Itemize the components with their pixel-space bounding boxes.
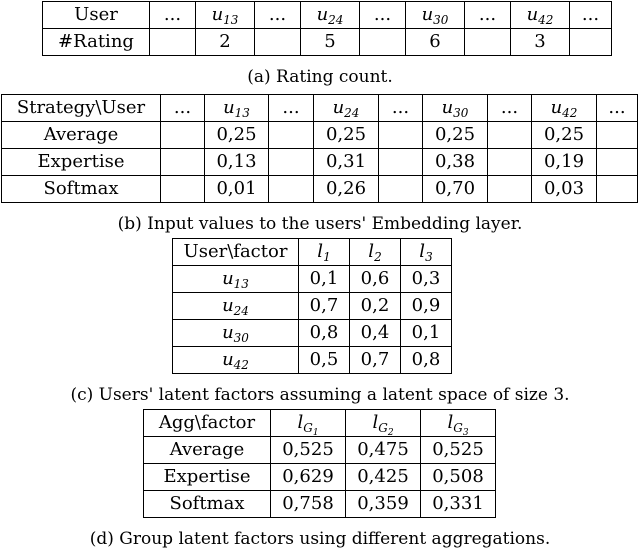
table-cell: 0,758 [271,491,346,518]
table-cell: 0,9 [401,293,452,320]
header-cell: ... [269,95,314,122]
table-cell [379,176,423,203]
table-row [144,491,496,518]
table-cell: 0,7 [299,293,350,320]
table-cell: 0,03 [532,176,597,203]
table-row [173,293,452,320]
table-cell: 0,19 [532,149,597,176]
table-row [2,176,638,203]
table-cell [269,176,314,203]
table-cell: 0,525 [421,437,496,464]
table-row [144,464,496,491]
table-cell [161,176,205,203]
caption-a: (a) Rating count. [247,67,393,87]
row-label: Expertise [2,149,161,176]
group-latent-factors-table [143,409,496,518]
table-cell: #Rating [43,29,150,56]
header-cell: $l_{G_3}$ [421,410,496,437]
caption-d: (d) Group latent factors using different aggregations. [89,529,551,549]
table-cell [379,122,423,149]
table-cell: 0,70 [423,176,488,203]
row-label: Average [2,122,161,149]
rating-count-table [42,1,612,56]
table-cell: 0,425 [346,464,421,491]
table-cell [488,122,532,149]
table-cell [161,149,205,176]
table-row [173,320,452,347]
table-header-row [173,239,452,266]
table-cell: 0,26 [314,176,379,203]
caption-c: (c) Users' latent factors assuming a latent space of size 3. [70,385,570,405]
table-cell: 0,8 [401,347,452,374]
row-label: Expertise [144,464,271,491]
table-row [2,122,638,149]
embedding-input-table [1,94,638,203]
row-label: $u_{13}$ [173,266,299,293]
table-cell: 0,25 [205,122,269,149]
row-label: Softmax [144,491,271,518]
header-cell: ... [488,95,532,122]
table-cell: 0,7 [350,347,401,374]
table-header-row [2,95,638,122]
table-cell [488,149,532,176]
table-cell: 0,25 [423,122,488,149]
table-cell: 0,5 [299,347,350,374]
header-cell: Agg\factor [144,410,271,437]
table-cell: 5 [301,29,360,56]
table-cell: 0,3 [401,266,452,293]
table-cell [150,29,196,56]
table-row [173,266,452,293]
row-label: Average [144,437,271,464]
header-cell: Strategy\User [2,95,161,122]
header-cell: $u_{30}$ [406,2,465,29]
table-cell: 0,01 [205,176,269,203]
table-cell: 0,25 [532,122,597,149]
header-cell: ... [570,2,612,29]
table-cell: 0,359 [346,491,421,518]
header-cell: ... [360,2,406,29]
table-cell [597,176,638,203]
table-cell: 0,1 [401,320,452,347]
header-cell: User [43,2,150,29]
table-cell [488,176,532,203]
header-cell: $u_{24}$ [314,95,379,122]
header-cell: $l_3$ [401,239,452,266]
header-cell: $l_1$ [299,239,350,266]
table-cell: 0,8 [299,320,350,347]
table-cell [269,149,314,176]
table-row [173,347,452,374]
user-latent-factors-table [172,238,452,374]
row-label: $u_{42}$ [173,347,299,374]
table-cell: 0,6 [350,266,401,293]
table-cell: 0,31 [314,149,379,176]
caption-b: (b) Input values to the users' Embedding layer. [117,214,523,234]
header-cell: $l_2$ [350,239,401,266]
header-cell: $u_{30}$ [423,95,488,122]
table-cell: 0,1 [299,266,350,293]
header-cell: $u_{13}$ [205,95,269,122]
table-row [144,437,496,464]
header-cell: ... [255,2,301,29]
header-cell: User\factor [173,239,299,266]
table-cell: 0,525 [271,437,346,464]
table-cell: 0,25 [314,122,379,149]
table-cell [597,149,638,176]
table-cell: 6 [406,29,465,56]
table-header-row [144,410,496,437]
table-row [43,29,612,56]
table-cell: 2 [196,29,255,56]
table-cell: 0,331 [421,491,496,518]
table-cell [255,29,301,56]
table-cell [360,29,406,56]
header-cell: ... [150,2,196,29]
table-cell [597,122,638,149]
table-cell: 0,629 [271,464,346,491]
header-cell: ... [161,95,205,122]
table-header-row [43,2,612,29]
table-row [2,149,638,176]
table-cell: 0,38 [423,149,488,176]
header-cell: $u_{42}$ [511,2,570,29]
row-label: $u_{24}$ [173,293,299,320]
header-cell: $l_{G_1}$ [271,410,346,437]
table-cell: 0,508 [421,464,496,491]
header-cell: $u_{42}$ [532,95,597,122]
table-cell: 0,13 [205,149,269,176]
header-cell: ... [465,2,511,29]
table-cell [465,29,511,56]
table-cell: 0,475 [346,437,421,464]
header-cell: ... [379,95,423,122]
table-cell [161,122,205,149]
header-cell: ... [597,95,638,122]
table-cell: 0,4 [350,320,401,347]
header-cell: $u_{24}$ [301,2,360,29]
table-cell [269,122,314,149]
table-cell [570,29,612,56]
row-label: $u_{30}$ [173,320,299,347]
header-cell: $u_{13}$ [196,2,255,29]
table-cell: 3 [511,29,570,56]
table-cell [379,149,423,176]
row-label: Softmax [2,176,161,203]
table-cell: 0,2 [350,293,401,320]
header-cell: $l_{G_2}$ [346,410,421,437]
